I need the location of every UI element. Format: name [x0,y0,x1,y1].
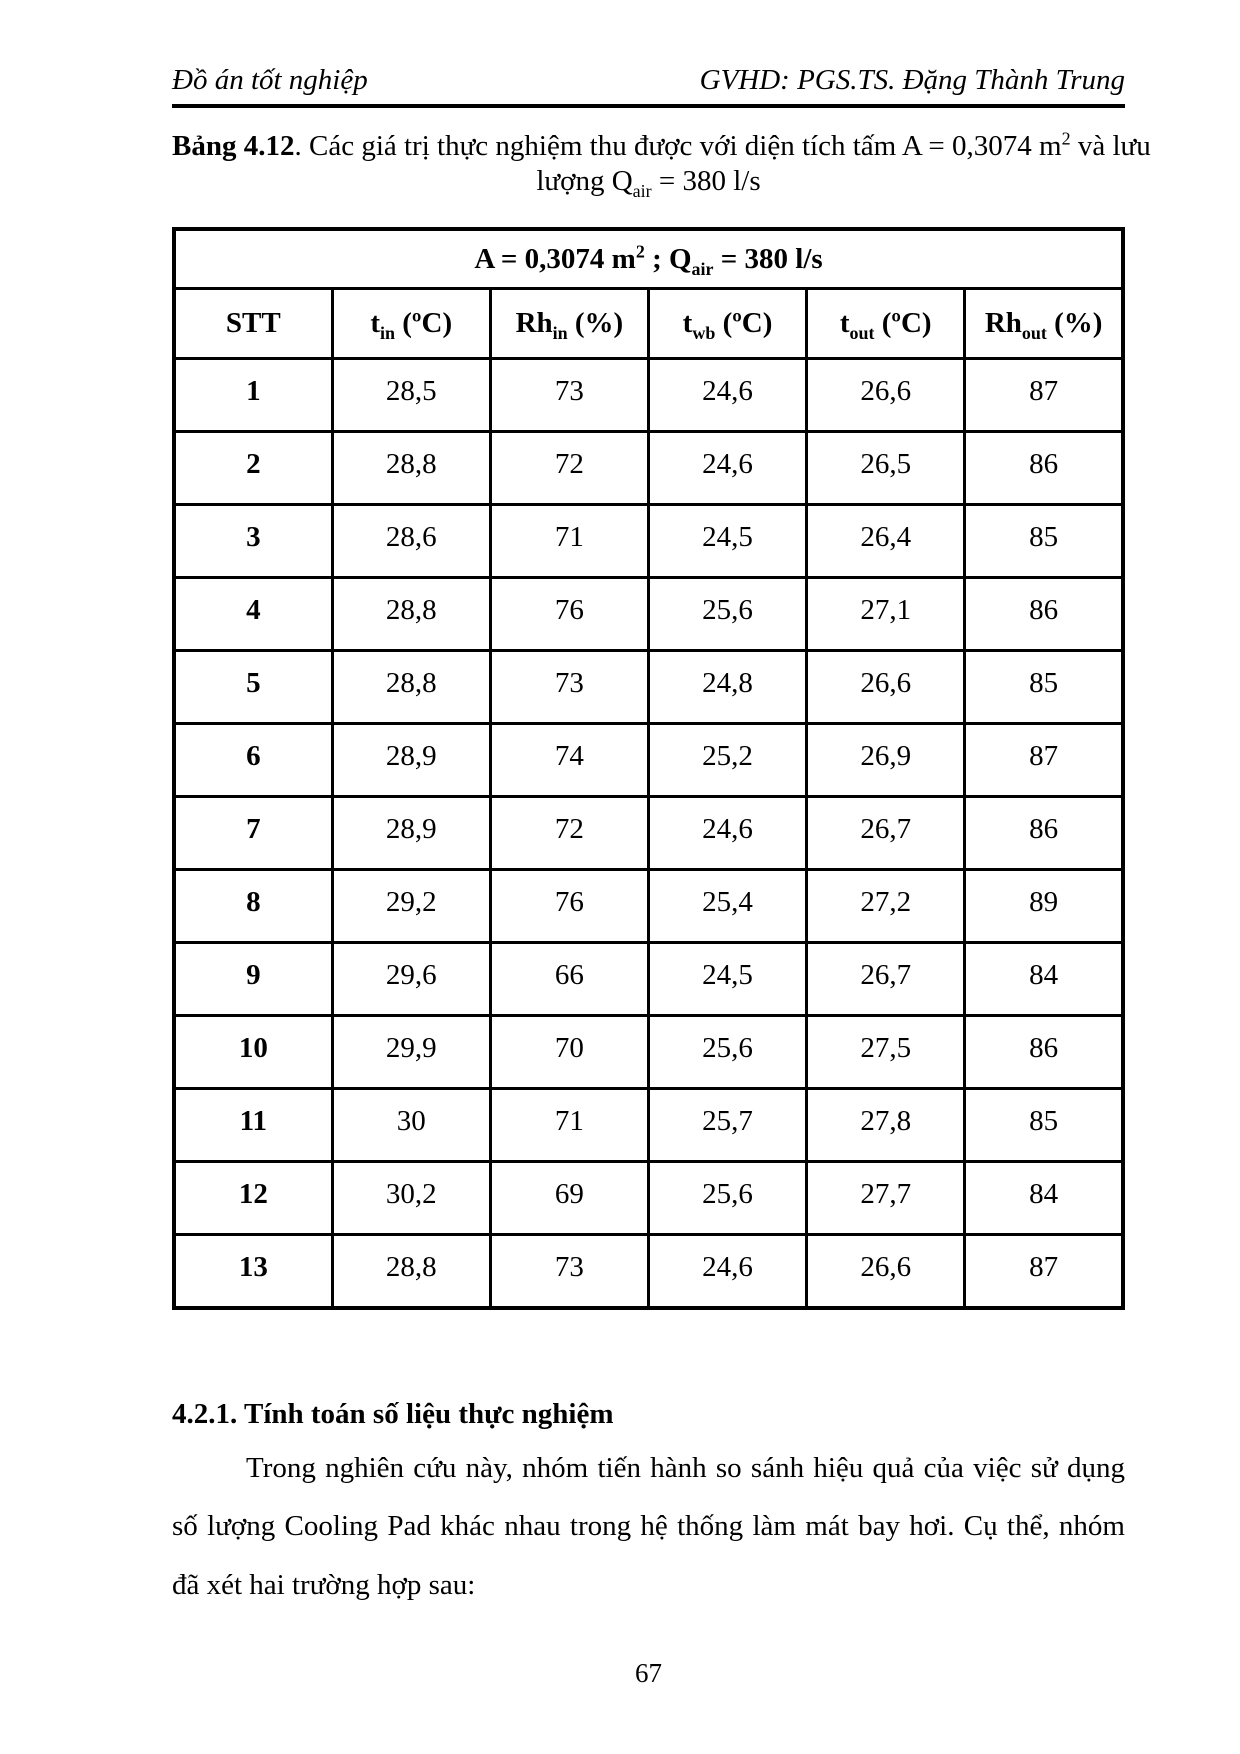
table-cell: 6 [174,724,332,797]
table-cell: 86 [965,1016,1123,1089]
table-cell: 10 [174,1016,332,1089]
table-cell: 24,6 [648,359,806,432]
table-cell: 84 [965,943,1123,1016]
table-cell: 87 [965,724,1123,797]
table-cell: 66 [490,943,648,1016]
table-cell: 86 [965,797,1123,870]
table-cell: 26,9 [807,724,965,797]
table-cell: 25,6 [648,1162,806,1235]
table-cell: 11 [174,1089,332,1162]
table-cell: 87 [965,1235,1123,1308]
table-header-row [174,289,1123,359]
column-header-t-out: $t_{out}$ (ºC) [807,289,965,359]
table-row [174,1162,1123,1235]
table-cell: 27,8 [807,1089,965,1162]
table-cell: 27,5 [807,1016,965,1089]
table-cell: 26,6 [807,1235,965,1308]
table-cell: 73 [490,651,648,724]
table-row [174,505,1123,578]
table-cell: 73 [490,359,648,432]
table-cell: 25,2 [648,724,806,797]
page-number: 67 [635,1658,662,1689]
table-cell: 29,6 [332,943,490,1016]
table-cell: 85 [965,1089,1123,1162]
table-title-row [174,229,1123,289]
table-cell: 26,6 [807,651,965,724]
table-cell: 71 [490,505,648,578]
table-cell: 85 [965,651,1123,724]
table-cell: 28,8 [332,432,490,505]
table-cell: 72 [490,432,648,505]
table-cell: 71 [490,1089,648,1162]
table-cell: 24,8 [648,651,806,724]
column-header-t-in: $t_{in}$ (ºC) [332,289,490,359]
table-caption-line2: lượng $Q_{air} = 380$ l/s [536,165,761,202]
table-row [174,432,1123,505]
table-cell: 25,6 [648,578,806,651]
table-row [174,1089,1123,1162]
table-cell: 26,5 [807,432,965,505]
table-cell: 29,9 [332,1016,490,1089]
table-cell: 25,4 [648,870,806,943]
table-cell: 3 [174,505,332,578]
table-cell: 26,6 [807,359,965,432]
table-cell: 28,9 [332,724,490,797]
table-cell: 24,5 [648,943,806,1016]
table-cell: 30,2 [332,1162,490,1235]
table-cell: 28,5 [332,359,490,432]
table-row [174,943,1123,1016]
table-cell: 7 [174,797,332,870]
running-header [172,64,1125,108]
table-cell: 28,9 [332,797,490,870]
table-cell: 12 [174,1162,332,1235]
table-cell: 30 [332,1089,490,1162]
table-cell: 26,7 [807,943,965,1016]
table-caption [172,128,1151,202]
table-cell: 87 [965,359,1123,432]
running-header-title: Đồ án tốt nghiệp [172,64,368,96]
body-paragraph: Trong nghiên cứu này, nhóm tiến hành so sánh hiệu quả của việc sử dụng số lượng Cooling Pad khác nhau trong hệ thống làm mát bay hơi. Cụ thể, nhóm đã xét hai trường hợp sau: [172,1451,1125,1601]
table-row [174,359,1123,432]
table-cell: 27,2 [807,870,965,943]
experiment-data-table [172,227,1125,1310]
table-cell: 85 [965,505,1123,578]
table-cell: 28,8 [332,578,490,651]
table-cell: 26,4 [807,505,965,578]
table-title: A = 0,3074 $m^2$ ; $Q_{air} = 380$ l/s [174,229,1123,289]
running-header-supervisor: GVHD: PGS.TS. Đặng Thành Trung [699,64,1125,96]
column-header-rh-in: $Rh_{in}$ (%) [490,289,648,359]
table-cell: 27,7 [807,1162,965,1235]
table-cell: 27,1 [807,578,965,651]
table-cell: 5 [174,651,332,724]
column-header-stt: STT [174,289,332,359]
table-row [174,870,1123,943]
table-cell: 86 [965,578,1123,651]
table-cell: 74 [490,724,648,797]
table-cell: 26,7 [807,797,965,870]
table-cell: 72 [490,797,648,870]
column-header-rh-out: $Rh_{out}$ (%) [965,289,1123,359]
column-header-t-wb: $t_{wb}$ (ºC) [648,289,806,359]
table-cell: 84 [965,1162,1123,1235]
table-row [174,578,1123,651]
table-cell: 29,2 [332,870,490,943]
table-cell: 89 [965,870,1123,943]
table-cell: 86 [965,432,1123,505]
table-caption-label: Bảng 4.12 [172,130,295,162]
table-cell: 73 [490,1235,648,1308]
table-cell: 24,6 [648,1235,806,1308]
table-cell: 25,7 [648,1089,806,1162]
table-row [174,724,1123,797]
table-cell: 1 [174,359,332,432]
table-cell: 13 [174,1235,332,1308]
table-cell: 76 [490,870,648,943]
table-row [174,1235,1123,1308]
table-cell: 25,6 [648,1016,806,1089]
table-cell: 4 [174,578,332,651]
table-cell: 24,6 [648,797,806,870]
table-cell: 9 [174,943,332,1016]
table-cell: 70 [490,1016,648,1089]
table-cell: 8 [174,870,332,943]
table-cell: 28,8 [332,651,490,724]
table-row [174,651,1123,724]
table-row [174,797,1123,870]
table-cell: 24,5 [648,505,806,578]
table-cell: 76 [490,578,648,651]
table-cell: 2 [174,432,332,505]
table-cell: 28,8 [332,1235,490,1308]
section-heading: 4.2.1. Tính toán số liệu thực nghiệm [172,1397,614,1430]
table-cell: 24,6 [648,432,806,505]
table-cell: 69 [490,1162,648,1235]
table-caption-line1: Bảng 4.12. Các giá trị thực nghiệm thu được với diện tích tấm A = 0,3074 $m^2$ và lưu [172,128,1151,162]
table-row [174,1016,1123,1089]
table-cell: 28,6 [332,505,490,578]
